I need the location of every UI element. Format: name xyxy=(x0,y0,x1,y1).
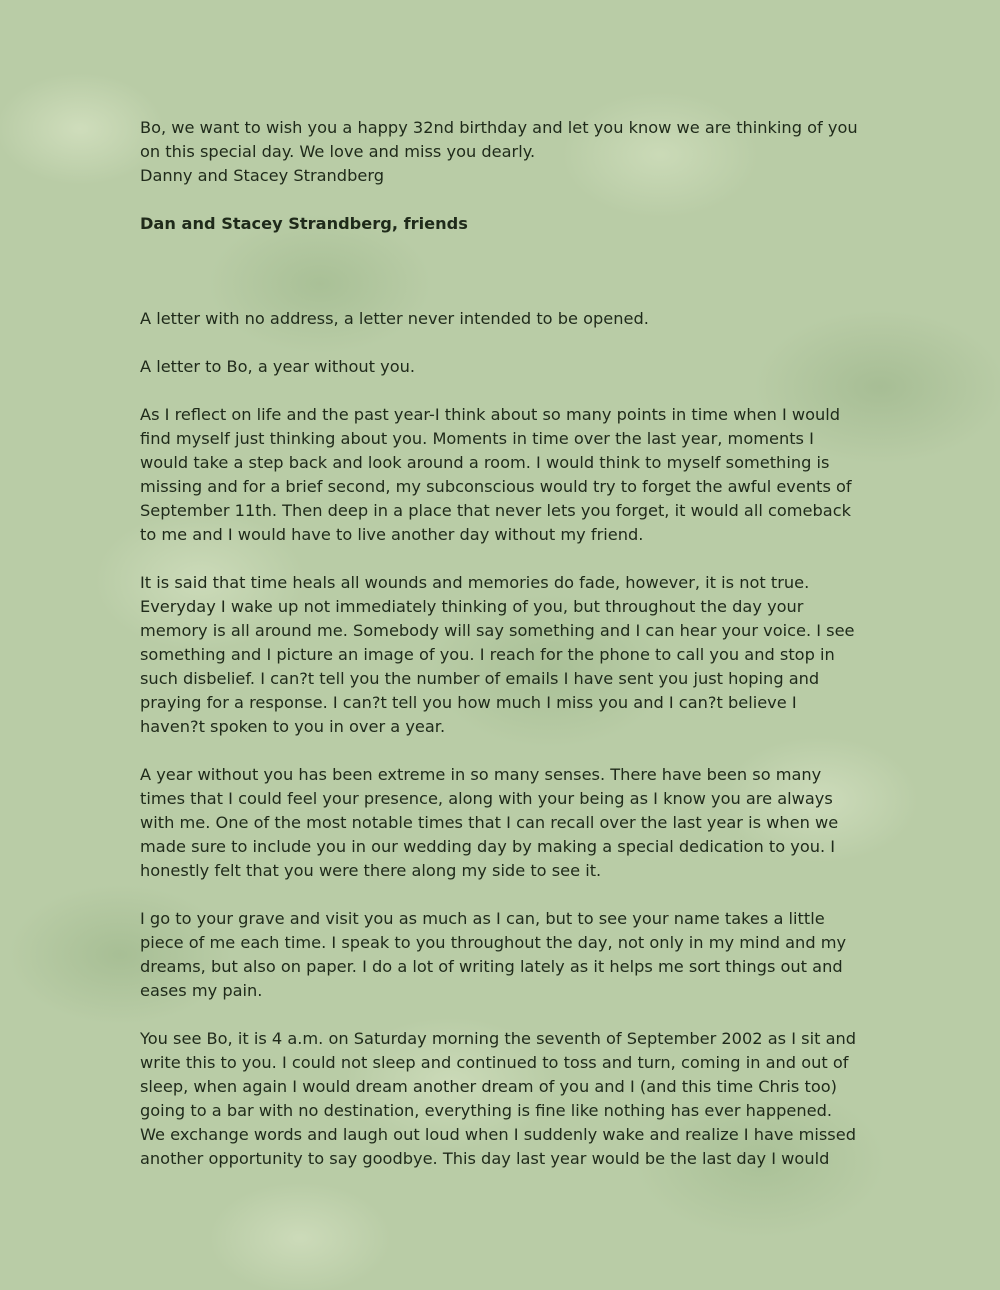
text-line: piece of me each time. I speak to you throughout the day, not only in my mind and my xyxy=(140,933,847,952)
text-line: going to a bar with no destination, everything is fine like nothing has ever happened. xyxy=(140,1101,832,1120)
text-line: Everyday I wake up not immediately thinking of you, but throughout the day your xyxy=(140,597,804,616)
text-line: write this to you. I could not sleep and continued to toss and turn, coming in and out of xyxy=(140,1053,849,1072)
letter-paragraph xyxy=(140,571,860,739)
text-line: It is said that time heals all wounds and memories do fade, however, it is not true. xyxy=(140,573,810,592)
text-line: memory is all around me. Somebody will say something and I can hear your voice. I see xyxy=(140,621,855,640)
text-line: You see Bo, it is 4 a.m. on Saturday morning the seventh of September 2002 as I sit and xyxy=(140,1029,857,1048)
text-line: would take a step back and look around a room. I would think to myself something is xyxy=(140,453,830,472)
text-line: another opportunity to say goodbye. This day last year would be the last day I would xyxy=(140,1149,830,1168)
letter-paragraph xyxy=(140,907,860,1003)
text-line: We exchange words and laugh out loud when I suddenly wake and realize I have missed xyxy=(140,1125,856,1144)
text-line: haven?t spoken to you in over a year. xyxy=(140,717,446,736)
author-heading: Dan and Stacey Strandberg, friends xyxy=(140,214,468,233)
text-line: to me and I would have to live another day without my friend. xyxy=(140,525,644,544)
text-line: find myself just thinking about you. Moments in time over the last year, moments I xyxy=(140,429,814,448)
letter-paragraph xyxy=(140,403,860,547)
letter-paragraph xyxy=(140,1027,860,1171)
letter-body xyxy=(140,307,860,1171)
text-line: A year without you has been extreme in so many senses. There have been so many xyxy=(140,765,822,784)
birthday-greeting xyxy=(140,116,860,188)
text-line: As I reflect on life and the past year-I think about so many points in time when I would xyxy=(140,405,841,424)
text-line: A letter with no address, a letter never intended to be opened. xyxy=(140,309,649,328)
text-line: something and I picture an image of you. I reach for the phone to call you and stop in xyxy=(140,645,835,664)
greeting-signature: Danny and Stacey Strandberg xyxy=(140,166,384,185)
letter-paragraph xyxy=(140,763,860,883)
greeting-line: Bo, we want to wish you a happy 32nd birthday and let you know we are thinking of you xyxy=(140,118,858,137)
text-line: such disbelief. I can?t tell you the number of emails I have sent you just hoping and xyxy=(140,669,820,688)
text-line: missing and for a brief second, my subconscious would try to forget the awful events of xyxy=(140,477,852,496)
text-line: September 11th. Then deep in a place that never lets you forget, it would all comeback xyxy=(140,501,851,520)
document-page xyxy=(140,116,860,1195)
text-line: sleep, when again I would dream another dream of you and I (and this time Chris too) xyxy=(140,1077,837,1096)
text-line: honestly felt that you were there along my side to see it. xyxy=(140,861,602,880)
text-line: I go to your grave and visit you as much as I can, but to see your name takes a little xyxy=(140,909,825,928)
letter-paragraph xyxy=(140,355,860,379)
text-line: A letter to Bo, a year without you. xyxy=(140,357,416,376)
text-line: with me. One of the most notable times that I can recall over the last year is when we xyxy=(140,813,839,832)
letter-paragraph xyxy=(140,307,860,331)
greeting-line: on this special day. We love and miss you dearly. xyxy=(140,142,536,161)
text-line: times that I could feel your presence, along with your being as I know you are always xyxy=(140,789,833,808)
text-line: dreams, but also on paper. I do a lot of writing lately as it helps me sort things out and xyxy=(140,957,843,976)
text-line: eases my pain. xyxy=(140,981,263,1000)
text-line: praying for a response. I can?t tell you how much I miss you and I can?t believe I xyxy=(140,693,797,712)
text-line: made sure to include you in our wedding day by making a special dedication to you. I xyxy=(140,837,836,856)
